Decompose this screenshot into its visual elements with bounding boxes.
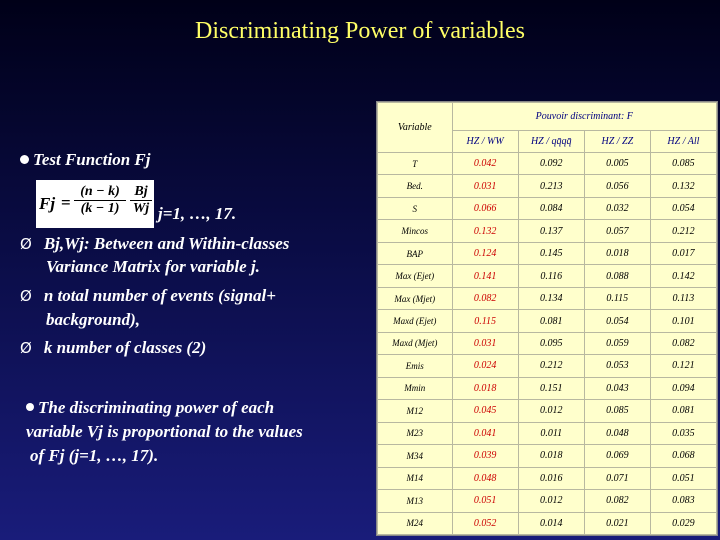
bullet-test-function-text: Test Function Fj xyxy=(33,150,151,169)
value-cell: 0.048 xyxy=(584,422,650,444)
column-header: HZ / qq̄qq̄ xyxy=(518,131,584,153)
variable-name-cell: M14 xyxy=(378,467,453,489)
value-cell: 0.083 xyxy=(650,490,716,512)
value-cell: 0.134 xyxy=(518,287,584,309)
value-cell: 0.051 xyxy=(650,467,716,489)
formula-lhs: Fj xyxy=(39,194,56,213)
value-cell: 0.032 xyxy=(584,197,650,219)
value-cell: 0.052 xyxy=(452,512,518,535)
variable-name-cell: M13 xyxy=(378,490,453,512)
table-row xyxy=(378,153,717,175)
variable-name-cell: M24 xyxy=(378,512,453,535)
value-cell: 0.137 xyxy=(518,220,584,242)
variable-name-cell: T xyxy=(378,153,453,175)
value-cell: 0.057 xyxy=(584,220,650,242)
value-cell: 0.101 xyxy=(650,310,716,332)
variable-name-cell: Emis xyxy=(378,355,453,377)
table-row xyxy=(378,220,717,242)
value-cell: 0.085 xyxy=(584,400,650,422)
table-row xyxy=(378,400,717,422)
formula-range: j=1, …, 17. xyxy=(158,204,237,223)
value-cell: 0.084 xyxy=(518,197,584,219)
value-cell: 0.212 xyxy=(518,355,584,377)
bullet2-line2: variable Vj is proportional to the values xyxy=(26,422,303,441)
value-cell: 0.017 xyxy=(650,242,716,264)
table-row xyxy=(378,355,717,377)
value-cell: 0.113 xyxy=(650,287,716,309)
value-cell: 0.035 xyxy=(650,422,716,444)
data-table xyxy=(377,102,717,535)
table-row xyxy=(378,310,717,332)
value-cell: 0.081 xyxy=(518,310,584,332)
arrow-item-2-line2: background), xyxy=(46,310,140,329)
variable-name-cell: Mmin xyxy=(378,377,453,399)
bullet-discriminating-power xyxy=(26,398,274,418)
variable-name-cell: M23 xyxy=(378,422,453,444)
value-cell: 0.014 xyxy=(518,512,584,535)
value-cell: 0.082 xyxy=(452,287,518,309)
column-header: HZ / All xyxy=(650,131,716,153)
value-cell: 0.039 xyxy=(452,445,518,467)
discriminating-power-table xyxy=(376,101,718,536)
value-cell: 0.132 xyxy=(650,175,716,197)
table-row xyxy=(378,512,717,535)
value-cell: 0.085 xyxy=(650,153,716,175)
value-cell: 0.081 xyxy=(650,400,716,422)
bullet-dot-icon xyxy=(26,403,34,411)
variable-name-cell: Mincos xyxy=(378,220,453,242)
table-row xyxy=(378,332,717,354)
variable-name-cell: Maxd (Mjet) xyxy=(378,332,453,354)
value-cell: 0.024 xyxy=(452,355,518,377)
table-body xyxy=(378,153,717,535)
column-header: HZ / ZZ xyxy=(584,131,650,153)
value-cell: 0.018 xyxy=(452,377,518,399)
value-cell: 0.029 xyxy=(650,512,716,535)
value-cell: 0.121 xyxy=(650,355,716,377)
variable-name-cell: S xyxy=(378,197,453,219)
value-cell: 0.031 xyxy=(452,175,518,197)
formula-fraction-2 xyxy=(130,184,152,217)
value-cell: 0.115 xyxy=(452,310,518,332)
variable-name-cell: Maxd (Ejet) xyxy=(378,310,453,332)
table-row xyxy=(378,467,717,489)
value-cell: 0.048 xyxy=(452,467,518,489)
value-cell: 0.094 xyxy=(650,377,716,399)
value-cell: 0.082 xyxy=(584,490,650,512)
arrow-item-3 xyxy=(20,338,206,358)
bullet-dot-icon xyxy=(20,155,29,164)
value-cell: 0.011 xyxy=(518,422,584,444)
value-cell: 0.012 xyxy=(518,490,584,512)
arrow-item-1 xyxy=(20,234,289,254)
value-cell: 0.069 xyxy=(584,445,650,467)
value-cell: 0.054 xyxy=(650,197,716,219)
variable-name-cell: M34 xyxy=(378,445,453,467)
variable-name-cell: BAP xyxy=(378,242,453,264)
value-cell: 0.018 xyxy=(518,445,584,467)
formula-num-1: (n − k) xyxy=(74,184,126,201)
table-caption: Pouvoir discriminant: F xyxy=(452,103,716,131)
value-cell: 0.018 xyxy=(584,242,650,264)
value-cell: 0.066 xyxy=(452,197,518,219)
value-cell: 0.043 xyxy=(584,377,650,399)
value-cell: 0.042 xyxy=(452,153,518,175)
value-cell: 0.213 xyxy=(518,175,584,197)
value-cell: 0.059 xyxy=(584,332,650,354)
variable-header: Variable xyxy=(378,103,453,153)
table-row xyxy=(378,287,717,309)
value-cell: 0.212 xyxy=(650,220,716,242)
value-cell: 0.124 xyxy=(452,242,518,264)
value-cell: 0.053 xyxy=(584,355,650,377)
value-cell: 0.141 xyxy=(452,265,518,287)
arrow-item-1-line2: Variance Matrix for variable j. xyxy=(46,257,260,276)
value-cell: 0.071 xyxy=(584,467,650,489)
table-row xyxy=(378,242,717,264)
table-row xyxy=(378,422,717,444)
bullet2-line3: of Fj (j=1, …, 17). xyxy=(30,446,159,465)
value-cell: 0.092 xyxy=(518,153,584,175)
value-cell: 0.082 xyxy=(650,332,716,354)
variable-name-cell: Bed. xyxy=(378,175,453,197)
value-cell: 0.095 xyxy=(518,332,584,354)
arrow-item-1-line1: Bj,Wj: Between and Within-classes xyxy=(43,234,290,253)
variable-name-cell: Max (Mjet) xyxy=(378,287,453,309)
formula-equals: = xyxy=(61,193,71,212)
value-cell: 0.088 xyxy=(584,265,650,287)
value-cell: 0.056 xyxy=(584,175,650,197)
value-cell: 0.142 xyxy=(650,265,716,287)
arrow-item-2-line1: n total number of events (signal+ xyxy=(43,286,276,305)
value-cell: 0.021 xyxy=(584,512,650,535)
value-cell: 0.145 xyxy=(518,242,584,264)
table-row xyxy=(378,490,717,512)
value-cell: 0.012 xyxy=(518,400,584,422)
value-cell: 0.068 xyxy=(650,445,716,467)
value-cell: 0.051 xyxy=(452,490,518,512)
formula-den-2: Wj xyxy=(132,201,150,216)
bullet-test-function xyxy=(20,150,150,170)
variable-name-cell: M12 xyxy=(378,400,453,422)
bullet2-line1: The discriminating power of each xyxy=(38,398,275,417)
arrow-icon: Ø xyxy=(20,339,32,357)
value-cell: 0.016 xyxy=(518,467,584,489)
page-title: Discriminating Power of variables xyxy=(195,18,525,44)
formula-num-2: Bj xyxy=(130,184,152,201)
value-cell: 0.031 xyxy=(452,332,518,354)
variable-name-cell: Max (Ejet) xyxy=(378,265,453,287)
value-cell: 0.045 xyxy=(452,400,518,422)
value-cell: 0.005 xyxy=(584,153,650,175)
value-cell: 0.054 xyxy=(584,310,650,332)
value-cell: 0.132 xyxy=(452,220,518,242)
table-row xyxy=(378,265,717,287)
value-cell: 0.041 xyxy=(452,422,518,444)
table-row xyxy=(378,377,717,399)
table-row xyxy=(378,445,717,467)
arrow-icon: Ø xyxy=(20,235,32,253)
arrow-item-2 xyxy=(20,286,276,306)
formula-image xyxy=(36,180,154,228)
table-row xyxy=(378,175,717,197)
formula-den-1: (k − 1) xyxy=(80,201,120,216)
value-cell: 0.115 xyxy=(584,287,650,309)
arrow-item-3-line1: k number of classes (2) xyxy=(43,338,207,357)
formula-fraction-1 xyxy=(74,184,126,217)
table-row xyxy=(378,197,717,219)
column-header: HZ / WW xyxy=(452,131,518,153)
arrow-icon: Ø xyxy=(20,287,32,305)
value-cell: 0.116 xyxy=(518,265,584,287)
value-cell: 0.151 xyxy=(518,377,584,399)
